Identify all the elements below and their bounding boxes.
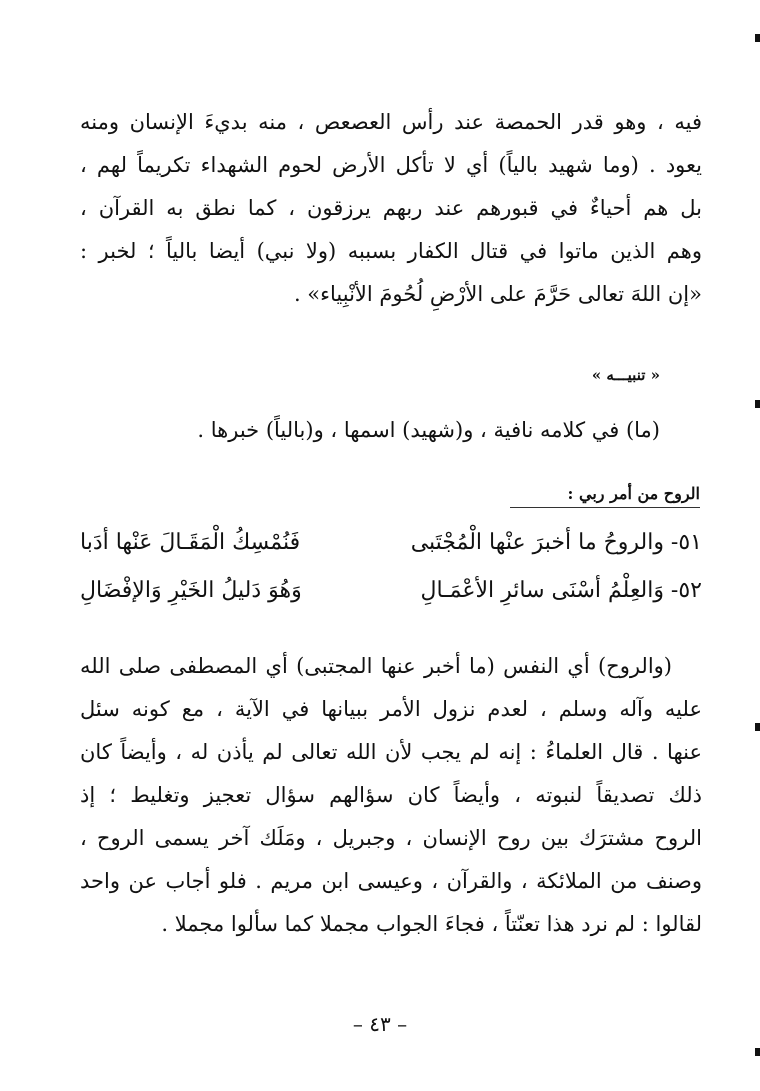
verse-first-hemistich: والروحُ ما أخبرَ عنْها الْمُجْتَبى	[410, 530, 664, 555]
verse-number: ٥١-	[670, 530, 702, 555]
text-line: يعود . (وما شهيد بالياً) أي لا تأكل الأرض لحوم الشهداء تكريماً لهم ،	[80, 153, 702, 177]
text-line: لقالوا : لم نرد هذا تعنّتاً ، فجاءَ الجواب مجملا كما سألوا مجملا .	[161, 912, 702, 936]
paragraph-2: (ما) في كلامه نافية ، و(شهيد) اسمها ، و(بالياً) خبرها .	[197, 418, 660, 442]
verse-number: ٥٢-	[670, 578, 702, 603]
text-line: (والروح) أي النفس (ما أخبر عنها المجتبى) أي المصطفى صلى الله	[80, 654, 672, 678]
paragraph-3	[80, 645, 702, 946]
text-line: ذلك تصديقاً لنبوته ، وأيضاً كان سؤالهم سؤال تعجيز وتغليط ؛ إذ	[80, 783, 702, 807]
verse-52	[80, 578, 702, 618]
scan-edge-mark	[755, 1048, 760, 1056]
verse-first-hemistich: وَالعِلْمُ أسْنَى سائرِ الأعْمَـالِ	[420, 578, 664, 603]
text-line: عنها . قال العلماءُ : إنه لم يجب لأن الله تعالى لم يأذن له ، وأيضاً كان	[80, 740, 702, 764]
scan-edge-mark	[755, 400, 760, 408]
text-line: «إن اللهَ تعالى حَرَّمَ على الأرْضِ لُحُومَ الأنْبِياء» .	[293, 282, 702, 306]
verse-51	[80, 530, 702, 570]
verse-second-hemistich: وَهُوَ دَليلُ الخَيْرِ وَالإفْضَالِ	[80, 578, 302, 603]
page-number: – ٤٣ –	[352, 1012, 408, 1036]
text-line: عليه وآله وسلم ، لعدم نزول الأمر ببيانها في الآية ، مع كونه سئل	[80, 697, 702, 721]
section-title	[510, 484, 700, 508]
text-line: بل هم أحياءٌ في قبورهم عند ربهم يرزقون ، كما نطق به القرآن ،	[80, 196, 702, 220]
text-line: فيه ، وهو قدر الحمصة عند رأس العصعص ، منه بديءَ الإنسان ومنه	[80, 110, 702, 134]
scan-edge-mark	[755, 34, 760, 42]
paragraph-1	[80, 101, 702, 316]
text-line: الروح مشترَك بين روح الإنسان ، وجبريل ، ومَلَك آخر يسمى الروح ،	[80, 826, 702, 850]
text-line: وهم الذين ماتوا في قتال الكفار بسببه (ولا نبي) أيضا بالياً ؛ لخبر :	[80, 239, 702, 263]
section-underline	[510, 507, 700, 508]
text-line: وصنف من الملائكة ، والقرآن ، وعيسى ابن مريم . فلو أجاب عن واحد	[80, 869, 702, 893]
verse-second-hemistich: فَنُمْسِكُ الْمَقَـالَ عَنْها أدَبا	[80, 530, 301, 555]
scan-edge-mark	[755, 723, 760, 731]
section-title-text: الروح من أمر ربي :	[567, 484, 700, 503]
notice-heading: « تنبيـــه »	[591, 366, 660, 384]
